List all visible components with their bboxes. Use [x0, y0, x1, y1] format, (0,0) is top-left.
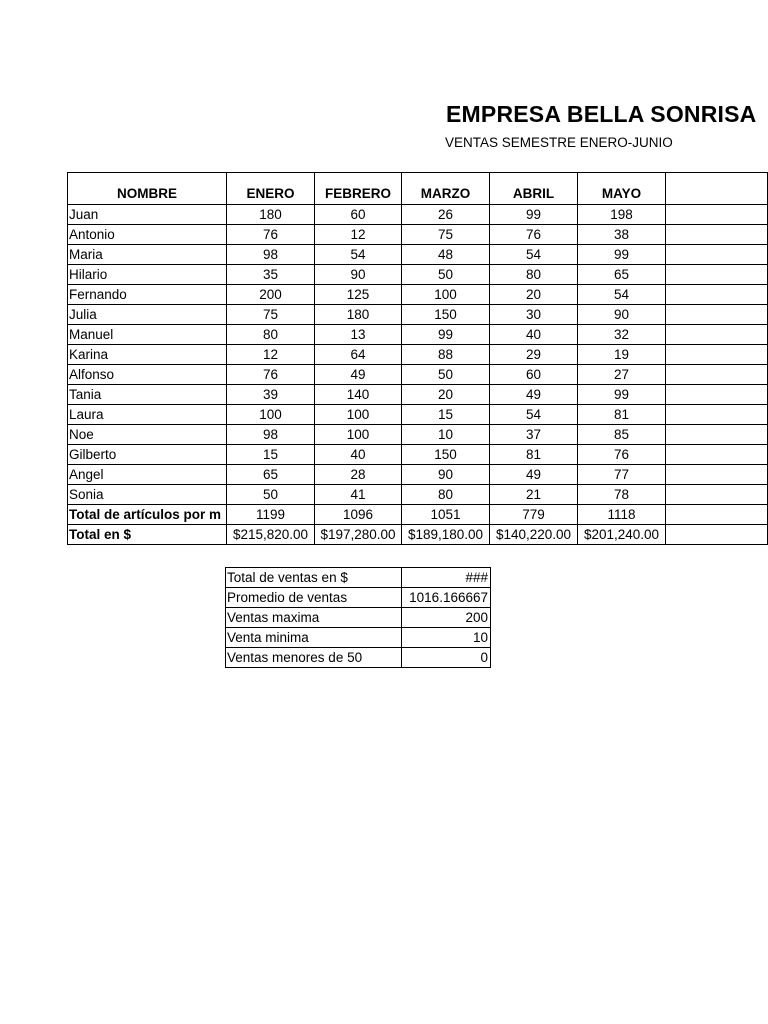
sales-value-cell[interactable]: 21	[490, 485, 578, 505]
sales-value-cell[interactable]: 88	[402, 345, 490, 365]
hidden-column-cell	[666, 305, 768, 325]
salesperson-name-cell[interactable]: Antonio	[68, 225, 227, 245]
table-row	[68, 205, 768, 225]
table-row	[68, 265, 768, 285]
hidden-column-cell	[666, 465, 768, 485]
sales-value-cell[interactable]: 64	[315, 345, 402, 365]
salesperson-name-cell[interactable]: Gilberto	[68, 445, 227, 465]
hidden-column-cell	[666, 265, 768, 285]
sales-value-cell[interactable]: 54	[578, 285, 666, 305]
sales-value-cell[interactable]: 90	[402, 465, 490, 485]
sales-value-cell[interactable]: 12	[227, 345, 315, 365]
sales-value-cell[interactable]: 30	[490, 305, 578, 325]
total-money-row	[68, 525, 768, 545]
total-articles-row-value[interactable]: 1051	[402, 505, 490, 525]
total-articles-row-value[interactable]: 779	[490, 505, 578, 525]
sales-value-cell[interactable]: 48	[402, 245, 490, 265]
table-header-row	[68, 173, 768, 205]
sales-value-cell[interactable]: 198	[578, 205, 666, 225]
sales-value-cell[interactable]: 40	[490, 325, 578, 345]
summary-value-cell[interactable]: ###	[402, 568, 491, 588]
sales-value-cell[interactable]: 85	[578, 425, 666, 445]
summary-row	[226, 628, 491, 648]
table-row	[68, 325, 768, 345]
sales-value-cell[interactable]: 50	[402, 265, 490, 285]
total-articles-row-value[interactable]: 1118	[578, 505, 666, 525]
sales-value-cell[interactable]: 100	[315, 425, 402, 445]
hidden-column-cell	[666, 525, 768, 545]
summary-table	[225, 567, 491, 668]
salesperson-name-cell[interactable]: Angel	[68, 465, 227, 485]
column-header-enero[interactable]: ENERO	[227, 173, 315, 205]
salesperson-name-cell[interactable]: Manuel	[68, 325, 227, 345]
summary-label-cell[interactable]: Venta minima	[226, 628, 402, 648]
table-row	[68, 485, 768, 505]
table-body	[68, 205, 768, 545]
sales-value-cell[interactable]: 77	[578, 465, 666, 485]
summary-row	[226, 648, 491, 668]
sales-value-cell[interactable]: 180	[315, 305, 402, 325]
hidden-column-cell	[666, 485, 768, 505]
salesperson-name-cell[interactable]: Karina	[68, 345, 227, 365]
sales-value-cell[interactable]: 150	[402, 305, 490, 325]
salesperson-name-cell[interactable]: Maria	[68, 245, 227, 265]
sales-value-cell[interactable]: 20	[402, 385, 490, 405]
sales-value-cell[interactable]: 27	[578, 365, 666, 385]
table-row	[68, 245, 768, 265]
sales-value-cell[interactable]: 50	[227, 485, 315, 505]
column-header-marzo[interactable]: MARZO	[402, 173, 490, 205]
sales-value-cell[interactable]: 49	[490, 385, 578, 405]
summary-value-cell[interactable]: 10	[402, 628, 491, 648]
sales-value-cell[interactable]: 80	[402, 485, 490, 505]
sales-value-cell[interactable]: 41	[315, 485, 402, 505]
sales-value-cell[interactable]: 150	[402, 445, 490, 465]
sales-value-cell[interactable]: 28	[315, 465, 402, 485]
summary-value-cell[interactable]: 200	[402, 608, 491, 628]
hidden-column-cell	[666, 245, 768, 265]
sales-value-cell[interactable]: 100	[227, 405, 315, 425]
sales-value-cell[interactable]: 60	[490, 365, 578, 385]
page-subtitle: VENTAS SEMESTRE ENERO-JUNIO	[445, 135, 673, 150]
total-money-row-value[interactable]: $197,280.00	[315, 525, 402, 545]
total-articles-row-value[interactable]: 1199	[227, 505, 315, 525]
sales-value-cell[interactable]: 35	[227, 265, 315, 285]
table-row	[68, 345, 768, 365]
salesperson-name-cell[interactable]: Laura	[68, 405, 227, 425]
table-row	[68, 405, 768, 425]
sales-value-cell[interactable]: 200	[227, 285, 315, 305]
sales-value-cell[interactable]: 98	[227, 425, 315, 445]
sales-value-cell[interactable]: 81	[490, 445, 578, 465]
total-articles-row-label[interactable]: Total de artículos por m	[68, 505, 227, 525]
sales-value-cell[interactable]: 99	[578, 385, 666, 405]
sales-value-cell[interactable]: 60	[315, 205, 402, 225]
summary-row	[226, 588, 491, 608]
sales-value-cell[interactable]: 15	[402, 405, 490, 425]
sales-value-cell[interactable]: 80	[490, 265, 578, 285]
sales-value-cell[interactable]: 99	[578, 245, 666, 265]
summary-row	[226, 608, 491, 628]
table-row	[68, 305, 768, 325]
sales-value-cell[interactable]: 180	[227, 205, 315, 225]
page-title: EMPRESA BELLA SONRISA	[446, 101, 757, 127]
total-articles-row	[68, 505, 768, 525]
sales-value-cell[interactable]: 65	[578, 265, 666, 285]
sales-value-cell[interactable]: 15	[227, 445, 315, 465]
total-money-row-value[interactable]: $215,820.00	[227, 525, 315, 545]
salesperson-name-cell[interactable]: Julia	[68, 305, 227, 325]
hidden-column-cell	[666, 405, 768, 425]
sales-value-cell[interactable]: 78	[578, 485, 666, 505]
hidden-column-cell	[666, 505, 768, 525]
table-row	[68, 285, 768, 305]
sales-value-cell[interactable]: 19	[578, 345, 666, 365]
summary-label-cell[interactable]: Ventas maxima	[226, 608, 402, 628]
sales-value-cell[interactable]: 20	[490, 285, 578, 305]
sales-value-cell[interactable]: 76	[490, 225, 578, 245]
table-row	[68, 365, 768, 385]
table-row	[68, 385, 768, 405]
sales-value-cell[interactable]: 49	[490, 465, 578, 485]
sales-value-cell[interactable]: 80	[227, 325, 315, 345]
column-header-abril[interactable]: ABRIL	[490, 173, 578, 205]
sales-value-cell[interactable]: 40	[315, 445, 402, 465]
sales-value-cell[interactable]: 37	[490, 425, 578, 445]
total-money-row-value[interactable]: $201,240.00	[578, 525, 666, 545]
total-money-row-label[interactable]: Total en $	[68, 525, 227, 545]
salesperson-name-cell[interactable]: Sonia	[68, 485, 227, 505]
sales-value-cell[interactable]: 76	[227, 225, 315, 245]
salesperson-name-cell[interactable]: Alfonso	[68, 365, 227, 385]
salesperson-name-cell[interactable]: Hilario	[68, 265, 227, 285]
table-row	[68, 225, 768, 245]
subtitle-clip	[440, 132, 673, 154]
sales-value-cell[interactable]: 38	[578, 225, 666, 245]
salesperson-name-cell[interactable]: Fernando	[68, 285, 227, 305]
hidden-column-cell	[666, 345, 768, 365]
sales-value-cell[interactable]: 13	[315, 325, 402, 345]
sales-value-cell[interactable]: 75	[227, 305, 315, 325]
sales-value-cell[interactable]: 81	[578, 405, 666, 425]
sales-value-cell[interactable]: 90	[315, 265, 402, 285]
sales-value-cell[interactable]: 39	[227, 385, 315, 405]
hidden-column-cell	[666, 445, 768, 465]
table-row	[68, 445, 768, 465]
sales-value-cell[interactable]: 65	[227, 465, 315, 485]
sales-value-cell[interactable]: 125	[315, 285, 402, 305]
hidden-column-cell	[666, 225, 768, 245]
sales-value-cell[interactable]: 26	[402, 205, 490, 225]
sales-value-cell[interactable]: 75	[402, 225, 490, 245]
hidden-column-cell	[666, 205, 768, 225]
sales-value-cell[interactable]: 98	[227, 245, 315, 265]
sales-value-cell[interactable]: 100	[402, 285, 490, 305]
sales-value-cell[interactable]: 140	[315, 385, 402, 405]
sales-value-cell[interactable]: 76	[578, 445, 666, 465]
sales-value-cell[interactable]: 32	[578, 325, 666, 345]
sales-value-cell[interactable]: 99	[402, 325, 490, 345]
total-money-row-value[interactable]: $189,180.00	[402, 525, 490, 545]
sales-value-cell[interactable]: 76	[227, 365, 315, 385]
hidden-column-cell	[666, 365, 768, 385]
sales-value-cell[interactable]: 29	[490, 345, 578, 365]
salesperson-name-cell[interactable]: Tania	[68, 385, 227, 405]
summary-label-cell[interactable]: Ventas menores de 50	[226, 648, 402, 668]
sales-value-cell[interactable]: 12	[315, 225, 402, 245]
sales-value-cell[interactable]: 100	[315, 405, 402, 425]
salesperson-name-cell[interactable]: Juan	[68, 205, 227, 225]
sales-value-cell[interactable]: 99	[490, 205, 578, 225]
sales-value-cell[interactable]: 50	[402, 365, 490, 385]
table-row	[68, 425, 768, 445]
column-header-mayo[interactable]: MAYO	[578, 173, 666, 205]
summary-value-cell[interactable]: 0	[402, 648, 491, 668]
column-header-hidden	[666, 173, 768, 205]
sales-value-cell[interactable]: 90	[578, 305, 666, 325]
sales-value-cell[interactable]: 10	[402, 425, 490, 445]
sales-table	[67, 172, 768, 545]
sales-value-cell[interactable]: 49	[315, 365, 402, 385]
summary-label-cell[interactable]: Promedio de ventas	[226, 588, 402, 608]
column-header-nombre[interactable]: NOMBRE	[68, 173, 227, 205]
table-row	[68, 465, 768, 485]
hidden-column-cell	[666, 425, 768, 445]
hidden-column-cell	[666, 285, 768, 305]
column-header-febrero[interactable]: FEBRERO	[315, 173, 402, 205]
summary-label-cell[interactable]: Total de ventas en $	[226, 568, 402, 588]
total-money-row-value[interactable]: $140,220.00	[490, 525, 578, 545]
title-clip	[440, 95, 757, 135]
summary-value-cell[interactable]: 1016.166667	[402, 588, 491, 608]
salesperson-name-cell[interactable]: Noe	[68, 425, 227, 445]
total-articles-row-value[interactable]: 1096	[315, 505, 402, 525]
summary-row	[226, 568, 491, 588]
sales-table-wrapper	[67, 172, 664, 545]
summary-body	[226, 568, 491, 668]
sales-value-cell[interactable]: 54	[315, 245, 402, 265]
hidden-column-cell	[666, 385, 768, 405]
hidden-column-cell	[666, 325, 768, 345]
summary-table-wrapper	[225, 567, 491, 668]
sales-value-cell[interactable]: 54	[490, 405, 578, 425]
sales-value-cell[interactable]: 54	[490, 245, 578, 265]
